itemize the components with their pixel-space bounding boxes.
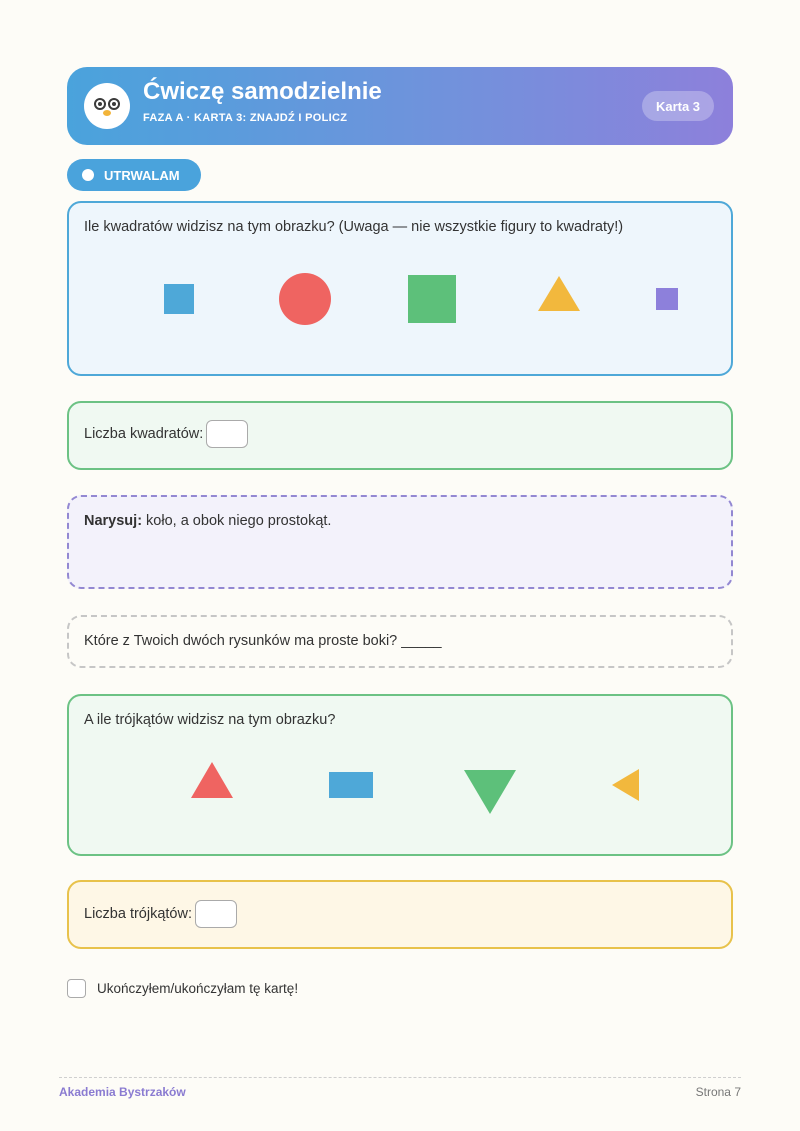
shapes-figure-triangles [69, 696, 731, 854]
answer-row [84, 420, 248, 448]
owl-icon [84, 83, 130, 129]
task-question: A ile trójkątów widzisz na tym obrazku? [84, 712, 336, 728]
red-triangle-up-shape [191, 762, 233, 798]
section-tag [67, 159, 201, 191]
task-draw [67, 495, 733, 589]
answer-input[interactable] [195, 900, 237, 928]
shapes-figure-squares [69, 203, 731, 374]
blue-rectangle-shape [329, 772, 373, 798]
answer-input[interactable] [206, 420, 248, 448]
task-count-triangles [67, 694, 733, 856]
answer-squares-card [67, 401, 733, 470]
draw-instruction-bold: Narysuj: [84, 513, 143, 529]
answer-triangles-card [67, 880, 733, 949]
yellow-triangle-left-shape [612, 769, 639, 801]
task-count-squares [67, 201, 733, 376]
answer-label: Liczba kwadratów: [84, 426, 204, 442]
yellow-triangle-shape [538, 276, 580, 311]
dot-icon [82, 169, 94, 181]
green-square-shape [408, 275, 456, 323]
task-straight-sides [67, 615, 733, 668]
page-subtitle: FAZA A · KARTA 3: ZNAJDŹ I POLICZ [143, 112, 348, 124]
footer-page-number: Strona 7 [695, 1085, 741, 1099]
completion-label: Ukończyłem/ukończyłam tę kartę! [97, 981, 299, 996]
green-triangle-down-shape [464, 770, 516, 814]
completion-checkbox[interactable] [67, 979, 86, 998]
task-question: Które z Twoich dwóch rysunków ma proste boki? _____ [84, 633, 442, 649]
section-tag-label: UTRWALAM [104, 167, 180, 183]
draw-instruction [84, 513, 331, 529]
answer-row [84, 900, 237, 928]
page-title: Ćwiczę samodzielnie [143, 78, 382, 105]
footer-divider [59, 1077, 741, 1078]
blue-square-shape [164, 284, 194, 314]
answer-label: Liczba trójkątów: [84, 906, 192, 922]
draw-instruction-text: koło, a obok niego prostokąt. [142, 513, 332, 529]
red-circle-shape [279, 273, 331, 325]
card-number-badge: Karta 3 [642, 91, 714, 121]
worksheet-header [67, 67, 733, 145]
footer-brand: Akademia Bystrzaków [59, 1085, 186, 1099]
task-question: Ile kwadratów widzisz na tym obrazku? (Uwaga — nie wszystkie figury to kwadraty!) [84, 219, 624, 235]
completion-row [67, 979, 298, 998]
purple-square-shape [656, 288, 678, 310]
